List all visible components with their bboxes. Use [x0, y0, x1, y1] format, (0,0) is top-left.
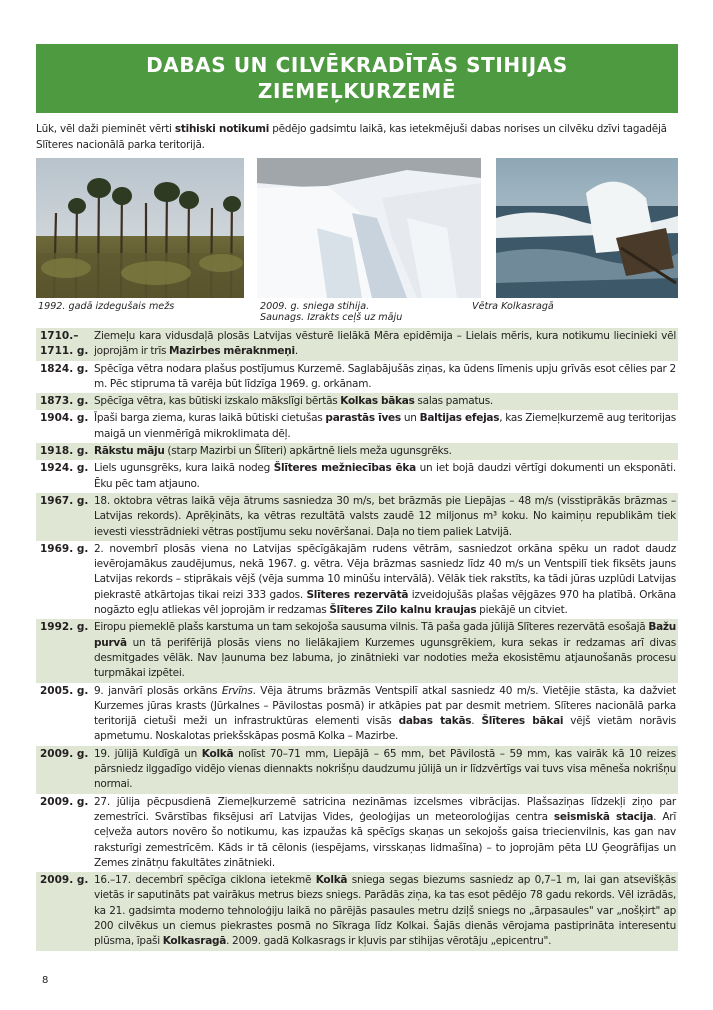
event-text: (starp Mazirbi un Šlīteri) apkārtnē liels meža ugunsgrēks. — [164, 445, 452, 458]
event-year — [36, 795, 94, 871]
event-row — [36, 393, 678, 410]
photo-caption-1: 1992. gadā izdegušais mežs — [38, 301, 175, 312]
intro-bold-term: stihiski notikumi — [174, 123, 270, 135]
event-text: vējš vietām norāvis apmetumu. Noskalotas priekšskāpas posmā Kolka – Mazirbe. — [94, 715, 676, 743]
event-description — [94, 795, 678, 871]
event-year-label-2: 1711. g. — [40, 345, 89, 358]
event-text: Liels ugunsgrēks, kura laikā nodeg — [94, 462, 274, 475]
intro-paragraph — [36, 121, 678, 153]
event-description — [94, 542, 678, 618]
event-year — [36, 444, 94, 459]
event-highlight: seismiskā stacija — [553, 810, 654, 823]
event-description — [94, 444, 678, 459]
event-row — [36, 683, 678, 746]
event-year-label: 2005. g. — [40, 684, 89, 697]
event-highlight: Slīteres rezervātā — [306, 588, 409, 601]
event-description — [94, 329, 678, 360]
photo-caption-2-line-2: Saunags. Izrakts ceļš uz māju — [260, 312, 403, 323]
event-highlight: Rākstu māju — [94, 445, 165, 458]
event-year-label: 2009. g. — [40, 747, 89, 760]
event-text: salas pamatus. — [414, 395, 494, 408]
event-year — [36, 461, 94, 492]
title-line-2: ZIEMEĻKURZEMĒ — [257, 79, 457, 103]
event-text: Īpaši barga ziema, kuras laikā būtiski cietušas — [94, 412, 326, 425]
event-text: piekājē un citviet. — [476, 604, 568, 617]
event-highlight: Kolkas bākas — [340, 395, 415, 408]
event-text: 2. novembrī plosās viena no Latvijas spēcīgākajām rudens vētrām, sasniedzot orkāna spēku un radot daudz ievērojamākus zaudējumus, nekā 1967. g. vētra. Vēja brāzmas sasniedz līdz 40 m/s un Ventspilī tiek fiksēts jauns Latvijas rekords – stiprākais vējš (vēja summa 10 minūšu intervālā). Vēlāk tiek rakstīts, ka tādi jūras uzplūdi Latvijas piekrastē atkārtojas tikai reizi 333 gados. — [94, 542, 676, 601]
event-text: 9. janvārī plosās orkāns — [94, 684, 222, 697]
event-year-label: 1967. g. — [40, 494, 89, 507]
event-row — [36, 410, 678, 443]
event-year-label: 1904. g. — [40, 412, 89, 425]
event-text: Ervīns — [221, 684, 253, 697]
event-text: Spēcīga vētra nodara plašus postījumus Kurzemē. Saglabājušās ziņas, ka ūdens līmenis upju grīvās esot cēlies par 2 m. Pēc stipruma tā varēja būt līdzīga 1969. g. orkānam. — [94, 362, 676, 390]
event-row — [36, 361, 678, 394]
event-year — [36, 747, 94, 793]
event-text: . Arī ceļveža autors novēro šo notikumu, kas izpaužas kā spēcīgs skaņas un sekojošs gaisa triecienvilnis, kas gan nav raksturīgi zemestrīcēm. Kāds ir tā cēlonis (iespējams, virsskaņas lidmašīna) – to joprojām pēta LU Ģeogrāfijas un Zemes zinātņu fakultātes zinātnieki. — [94, 810, 676, 869]
event-text: Spēcīga vētra, kas būtiski izskalo mākslīgi bērtās — [94, 395, 341, 408]
event-highlight: Kolkā — [201, 747, 234, 760]
event-year-label: 1710.– — [40, 330, 79, 342]
event-row — [36, 460, 678, 493]
event-text: . — [294, 345, 298, 358]
event-row — [36, 328, 678, 361]
intro-text-end: pēdējo gadsimtu laikā, kas ietekmējuši dabas norises un cilvēku dzīvi tagadējā Slīteres nacionālā parka teritorijā. — [36, 123, 667, 151]
event-year-label: 1924. g. — [40, 462, 89, 475]
event-text: 19. jūlijā Kuldīgā un — [94, 747, 202, 760]
event-row — [36, 746, 678, 794]
event-description — [94, 620, 678, 681]
event-row — [36, 619, 678, 682]
event-year — [36, 329, 94, 360]
event-description — [94, 411, 678, 442]
photo-caption-2-line-1: 2009. g. sniega stihija. — [260, 301, 370, 312]
burnt-forest-photo — [36, 158, 244, 298]
event-text: 16.–17. decembrī spēcīga ciklona ietekmē — [94, 874, 316, 887]
event-year-label: 2009. g. — [40, 795, 89, 808]
event-year-label: 1969. g. — [40, 542, 89, 555]
event-description — [94, 873, 678, 949]
event-text: Ziemeļu kara vidusdaļā plosās Latvijas vēsturē lielākā Mēra epidēmija – Lielais mēris, kura notikumu liecinieki vēl joprojām ir trīs — [94, 330, 676, 358]
event-year — [36, 684, 94, 745]
event-text: Eiropu piemeklē plašs karstuma un tam sekojoša sausuma vilnis. Tā paša gada jūlijā Slīteres rezervātā esošajā — [94, 621, 649, 634]
title-line-1: DABAS UN CILVĒKRADĪTĀS STIHIJAS — [146, 53, 568, 77]
event-text: 18. oktobra vētras laikā vēja ātrums sasniedza 30 m/s, bet brāzmās pie Liepājas – 48 m/s (visstiprākās brāzmas – Latvijas rekords). Aprēķināts, ka vētras rezultātā valsts zaudē 12 miljonus m³ koku. No kaimiņu republikām tiek ievesti viesstrādnieki vētras postījumu seku novēršanai. Daļa no tiem paliek Latvijā. — [94, 494, 676, 538]
event-year — [36, 873, 94, 949]
event-year — [36, 494, 94, 540]
event-highlight: Šlīteres Zilo kalnu kraujas — [329, 604, 477, 617]
event-highlight: parastās īves — [325, 412, 401, 425]
event-description — [94, 494, 678, 540]
event-year — [36, 542, 94, 618]
event-text: un iet bojā daudzi vērtīgi dokumenti un eksponāti. Ēku pēc tam atjauno. — [94, 462, 676, 490]
intro-text-start: Lūk, vēl daži pieminēt vērti — [36, 123, 175, 135]
page-title-banner — [36, 44, 678, 113]
event-year-label: 1918. g. — [40, 445, 89, 458]
event-text: 27. jūlija pēcpusdienā Ziemeļkurzemē satricina nezināmas izcelsmes vibrācijas. Plašsaziņas līdzekļi ziņo par zemestrīci. Svārstības fiksējusi arī Latvijas Vides, ģeoloģijas un meteoroloģijas centra — [94, 795, 676, 823]
event-year-label: 1824. g. — [40, 362, 89, 375]
event-text: izveidojušās plašas vējgāzes 970 ha platībā. Orkāna nogāzto egļu atliekas vēl joprojām ir redzamas — [94, 588, 676, 617]
event-text: un tā perifērijā plosās viens no lielākajiem Kurzemes ugunsgrēkiem, kura sekas ir redzamas arī divas desmitgades vēlāk. Nav ļaunuma bez labuma, jo zinātnieki var nodoties meža ekosistēmu atjaunošanās procesu turpmākai izpētei. — [94, 636, 676, 680]
event-description — [94, 461, 678, 492]
event-row — [36, 493, 678, 541]
snow-photo — [257, 158, 481, 298]
event-highlight: Baltijas efejas — [419, 412, 500, 425]
event-text: . — [471, 715, 482, 728]
event-year — [36, 362, 94, 393]
event-year — [36, 411, 94, 442]
event-text: , kas Ziemeļkurzemē aug teritorijas maigā un vienmērīgā mikroklimata dēļ. — [94, 412, 677, 440]
photo-caption-3: Vētra Kolkasragā — [472, 301, 554, 312]
event-row — [36, 443, 678, 460]
event-year-label: 2009. g. — [40, 874, 89, 887]
event-text: . 2009. gadā Kolkasrags ir kļuvis par stihijas vērotāju „epicentru". — [226, 935, 552, 948]
event-text: . Vēja ātrums brāzmās Ventspilī atkal sasniedz 40 m/s. Vietējie stāsta, ka dažviet Kurzemes jūras krasts (Jūrkalnes – Pāvilostas posmā) ir atkāpies pat par desmit metriem. Slīteres nacionālā parka teritorijā cietuši meži un infrastruktūras elementi visās — [94, 684, 676, 728]
event-highlight: Kolkasragā — [162, 935, 227, 948]
event-row — [36, 794, 678, 872]
event-description — [94, 684, 678, 745]
event-text: nolīst 70–71 mm, Liepājā – 65 mm, bet Pāvilostā – 59 mm, kas vairāk kā 10 reizes pārsniedz ilggadīgo vidējo vienas diennakts nokrišņu daudzumu jūlijā un ir līdzvērtīgs vai tuvs visa mēneša nokrišņu normai. — [94, 747, 676, 791]
event-year-label: 1873. g. — [40, 395, 89, 408]
events-timeline — [36, 328, 678, 951]
event-description — [94, 394, 678, 409]
event-year — [36, 620, 94, 681]
page-number: 8 — [42, 975, 49, 986]
event-description — [94, 747, 678, 793]
event-highlight: Šlīteres mežniecības ēka — [273, 462, 416, 475]
event-year-label: 1992. g. — [40, 621, 89, 634]
event-highlight: Šlīteres bākai — [481, 715, 564, 728]
storm-sea-photo — [496, 158, 678, 298]
event-row — [36, 541, 678, 619]
event-highlight: Kolkā — [315, 874, 348, 887]
event-description — [94, 362, 678, 393]
event-row — [36, 872, 678, 950]
event-text: un — [400, 412, 420, 425]
event-highlight: dabas takās — [398, 715, 472, 728]
event-highlight: Bažu purvā — [94, 621, 676, 649]
event-year — [36, 394, 94, 409]
event-highlight: Mazirbes mēraknmeņi — [169, 345, 295, 358]
event-text: sniega segas biezums sasniedz ap 0,7–1 m, lai gan atsevišķās vietās ir saputināts pat vairākus metrus biezs sniegs. Parādās ziņa, ka tas esot pēdējo 78 gadu rekords. Vēl izrādās, ka 21. gadsimta moderno tehnoloģiju laikā no pārējās pasaules metru dziļš sniegs no „ārpasaules" var „nošķirt" ap 200 cilvēkus un ciemus piekrastes posmā no Sīkraga līdz Kolkai. Šajās dienās vērojama pastiprināta interesentu plūsma, īpaši — [94, 874, 676, 948]
photo-caption-2 — [260, 301, 402, 323]
